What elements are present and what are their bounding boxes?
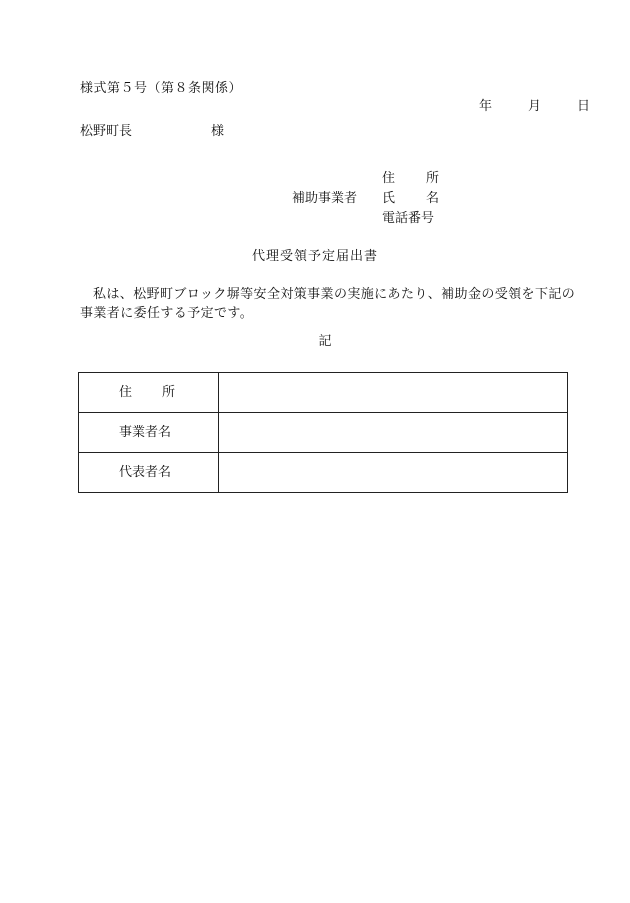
date-line bbox=[479, 100, 590, 113]
date-year-label: 年 bbox=[479, 99, 493, 114]
representative-value-cell[interactable] bbox=[219, 453, 568, 493]
addressee bbox=[80, 124, 225, 139]
address-value-cell[interactable] bbox=[219, 373, 568, 413]
table-row bbox=[79, 373, 568, 413]
business-name-label-cell: 事業者名 bbox=[79, 413, 219, 453]
body-text: 私は、松野町ブロック塀等安全対策事業の実施にあたり、補助金の受領を下記の事業者に委任する予定です。 bbox=[80, 287, 576, 321]
business-name-value-cell[interactable] bbox=[219, 413, 568, 453]
applicant-block bbox=[292, 172, 492, 232]
document-title: 代理受領予定届出書 bbox=[251, 249, 378, 264]
address-label-cell: 住 所 bbox=[79, 373, 219, 413]
delegate-info-table bbox=[78, 372, 568, 493]
addressee-name: 松野町長 bbox=[80, 124, 133, 139]
representative-label-cell: 代表者名 bbox=[79, 453, 219, 493]
date-day-label: 日 bbox=[577, 99, 591, 114]
form-number: 様式第５号（第８条関係） bbox=[80, 81, 243, 96]
applicant-phone-label: 電話番号 bbox=[382, 211, 435, 226]
date-month-label: 月 bbox=[528, 99, 542, 114]
addressee-honorific: 様 bbox=[211, 124, 225, 139]
applicant-name-label: 氏 名 bbox=[382, 191, 440, 206]
table-row bbox=[79, 413, 568, 453]
applicant-role-label: 補助事業者 bbox=[292, 191, 358, 206]
table-row bbox=[79, 453, 568, 493]
applicant-address-label: 住 所 bbox=[382, 171, 440, 186]
ki-mark: 記 bbox=[318, 334, 332, 349]
